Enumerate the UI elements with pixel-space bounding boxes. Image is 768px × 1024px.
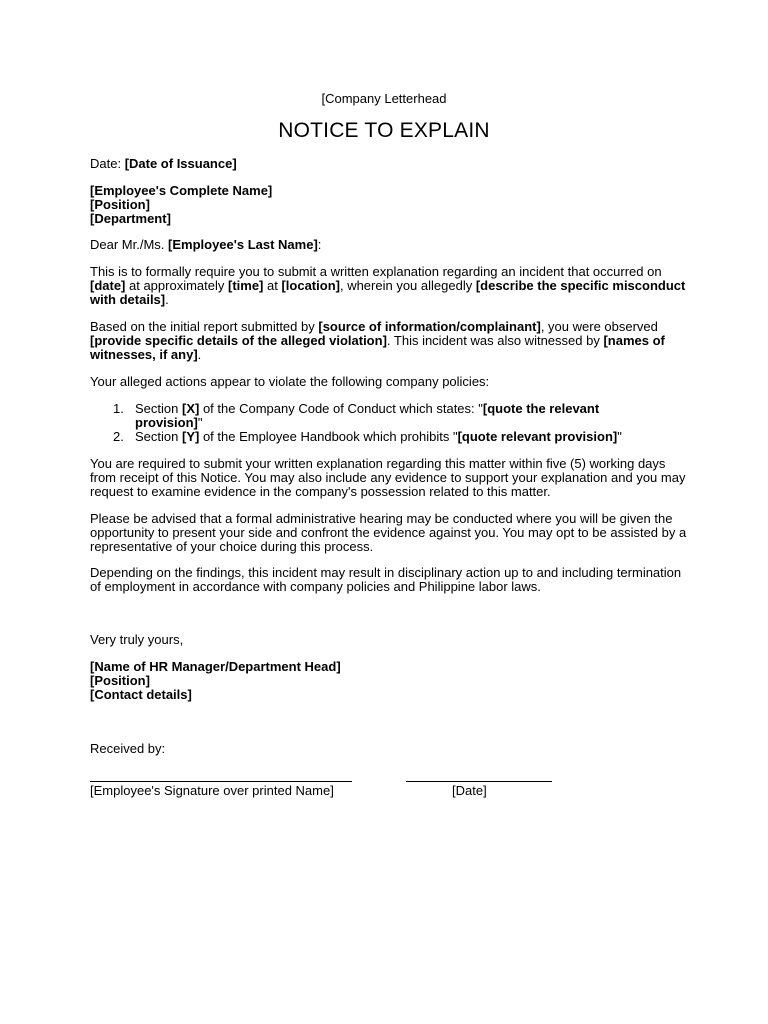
list-number: 2. (113, 429, 124, 444)
received-by-label: Received by: (90, 741, 166, 756)
para2-text-1: Based on the initial report submitted by (90, 319, 319, 334)
date-value: [Date of Issuance] (124, 156, 237, 171)
policy-section-placeholder: [X] (181, 401, 200, 416)
paragraph-hearing: Please be advised that a formal administrative hearing may be conducted where you will be given the opportunity to present your side and confront the evidence against you. You may opt to be assisted by a representative of your choice during this process. (90, 511, 687, 554)
policy-text: " (197, 415, 203, 430)
list-item (109, 402, 669, 430)
salutation-prefix: Dear Mr./Ms. (90, 237, 169, 252)
para1-misconduct-placeholder: [describe the specific misconduct with details] (90, 278, 686, 307)
para2-violation-placeholder: [provide specific details of the alleged violation] (90, 333, 387, 348)
document-title: NOTICE TO EXPLAIN (278, 119, 490, 142)
para2-text-4: . (197, 347, 202, 362)
para2-text-2: , you were observed (540, 319, 658, 334)
recipient-name: [Employee's Complete Name] (90, 183, 273, 198)
para2-witnesses-placeholder: [names of witnesses, if any] (90, 333, 665, 362)
paragraph-consequences: Depending on the findings, this incident may result in disciplinary action up to and including termination of employment in accordance with company policies and Philippine labor laws. (90, 565, 682, 594)
signature-line (90, 781, 352, 782)
sender-contact: [Contact details] (90, 687, 192, 702)
salutation-suffix: : (317, 237, 322, 252)
paragraph-incident (90, 265, 690, 307)
salutation (90, 238, 690, 252)
policy-text: of the Employee Handbook which prohibits " (199, 429, 458, 444)
policy-text: Section (135, 401, 182, 416)
list-number: 1. (113, 401, 124, 416)
sender-block (90, 660, 690, 702)
date-signature-line (406, 781, 552, 782)
para1-text-3: at (263, 278, 282, 293)
para1-text-2: at approximately (125, 278, 228, 293)
policy-text: " (617, 429, 622, 444)
signature-caption: [Employee's Signature over printed Name] (90, 783, 334, 798)
policy-quote-placeholder: [quote relevant provision] (457, 429, 618, 444)
para1-text-4: , wherein you allegedly (339, 278, 476, 293)
para1-date-placeholder: [date] (90, 278, 126, 293)
recipient-position: [Position] (90, 197, 150, 212)
recipient-block (90, 184, 690, 226)
policy-list (109, 402, 669, 444)
policy-quote-placeholder: [quote the relevant provision] (135, 401, 600, 430)
policy-section-placeholder: [Y] (181, 429, 200, 444)
para2-source-placeholder: [source of information/complainant] (318, 319, 541, 334)
para2-text-3: . This incident was also witnessed by (386, 333, 604, 348)
para1-text-1: This is to formally require you to submit a written explanation regarding an incident that occurred on (90, 264, 662, 279)
policy-text: Section (135, 429, 182, 444)
paragraph-policies-intro: Your alleged actions appear to violate the following company policies: (90, 374, 490, 389)
sender-name: [Name of HR Manager/Department Head] (90, 659, 341, 674)
date-caption: [Date] (452, 783, 487, 798)
closing: Very truly yours, (90, 632, 184, 647)
recipient-department: [Department] (90, 211, 171, 226)
company-letterhead: [Company Letterhead (321, 91, 447, 106)
list-item (109, 430, 669, 444)
paragraph-report (90, 320, 690, 362)
para1-time-placeholder: [time] (228, 278, 264, 293)
date-line (90, 157, 690, 171)
para1-location-placeholder: [location] (281, 278, 340, 293)
date-label: Date: (90, 156, 125, 171)
paragraph-deadline: You are required to submit your written explanation regarding this matter within five (5) working days from receipt of this Notice. You may also include any evidence to support your explanation and you may request to examine evidence in the company's possession related to this matter. (90, 456, 686, 499)
salutation-name: [Employee's Last Name] (168, 237, 318, 252)
para1-text-5: . (165, 292, 169, 307)
sender-position: [Position] (90, 673, 150, 688)
policy-text: of the Company Code of Conduct which states: " (199, 401, 483, 416)
